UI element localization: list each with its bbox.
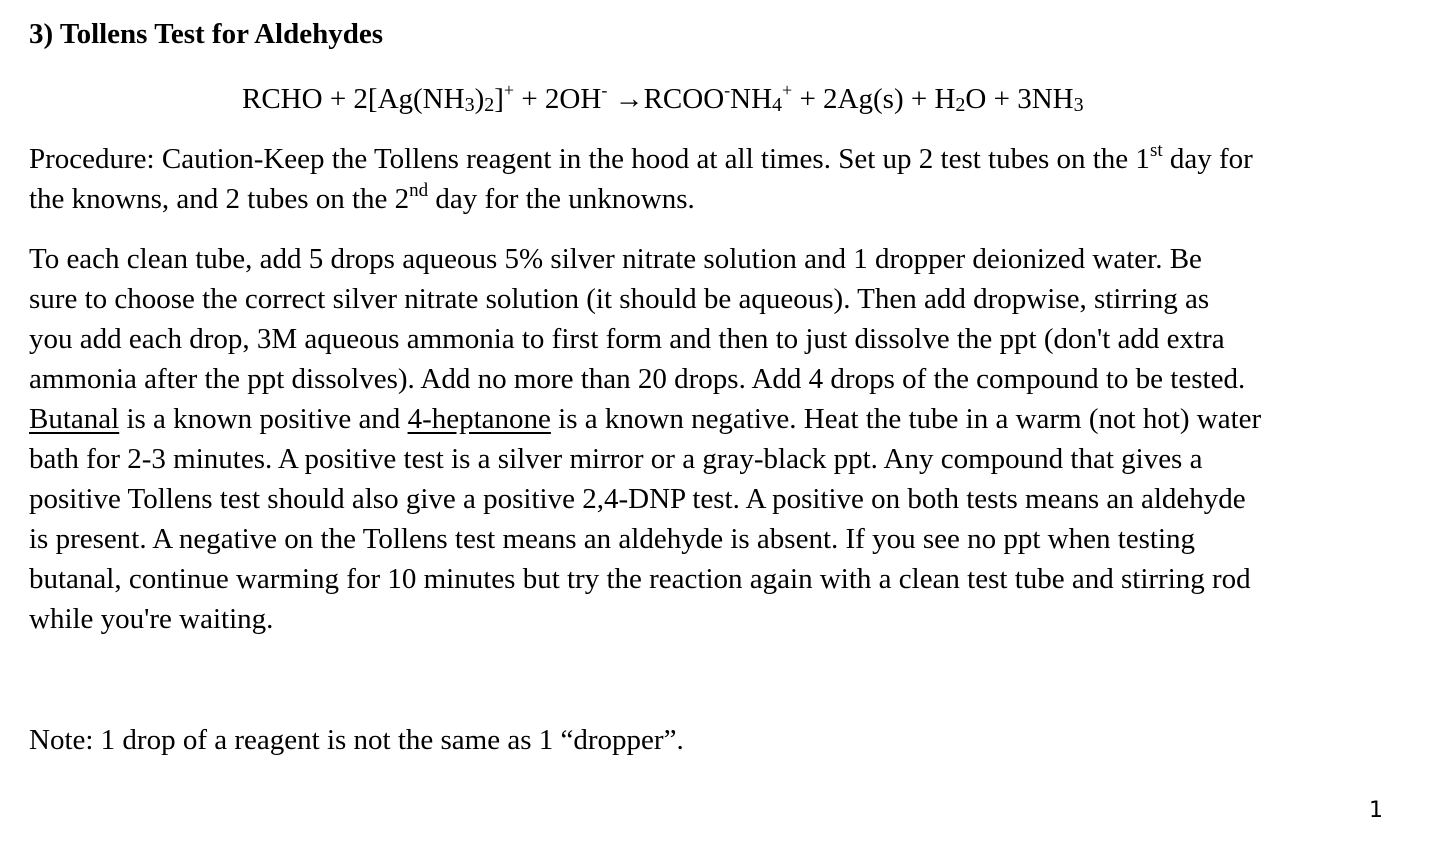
equation-subscript: 3 [1073,94,1084,116]
instructions-text: is a known positive and [119,403,408,435]
instructions-line: butanal, continue warming for 10 minutes but try the reaction again with a clean test tube and stirring rod [29,563,1251,595]
equation-superscript: - [601,80,608,100]
underlined-term-heptanone: 4-heptanone [407,403,551,435]
reaction-equation [242,81,1084,117]
section-heading: 3) Tollens Test for Aldehydes [29,18,384,50]
equation-text: NH [730,83,773,115]
equation-text: →RCOO [607,83,725,115]
equation-text: + 2Ag(s) + H [792,83,956,115]
instructions-paragraph [29,239,1261,639]
equation-text: RCHO + 2[Ag(NH [242,83,465,115]
instructions-line: positive Tollens test should also give a positive 2,4-DNP test. A positive on both tests means an aldehyde [29,483,1246,515]
equation-subscript: 3 [464,94,475,116]
note-text: Note: 1 drop of a reagent is not the same as 1 “dropper”. [29,724,684,756]
equation-superscript: - [724,80,731,100]
equation-subscript: 4 [772,94,783,116]
equation-text: ) [474,83,485,115]
instructions-line: is present. A negative on the Tollens test means an aldehyde is absent. If you see no ppt when testing [29,523,1196,555]
instructions-line: To each clean tube, add 5 drops aqueous 5% silver nitrate solution and 1 dropper deionized water. Be [29,243,1202,275]
instructions-line: bath for 2-3 minutes. A positive test is a silver mirror or a gray-black ppt. Any compound that gives a [29,443,1203,475]
procedure-text: day for [1162,143,1253,175]
procedure-paragraph [29,139,1253,219]
note-paragraph [29,720,684,760]
procedure-text: Procedure: Caution-Keep the Tollens reagent in the hood at all times. Set up 2 test tubes on the 1 [29,143,1150,175]
instructions-line: you add each drop, 3M aqueous ammonia to first form and then to just dissolve the ppt (don't add extra [29,323,1225,355]
page-number: 1 [1369,798,1383,823]
equation-subscript: 2 [955,94,966,116]
procedure-line [29,179,1253,219]
ordinal-superscript: st [1149,140,1163,161]
equation-superscript: + [503,80,515,100]
instructions-line: while you're waiting. [29,603,274,635]
equation-superscript: + [782,80,793,100]
instructions-text: is a known negative. Heat the tube in a warm (not hot) water [550,403,1262,435]
instructions-line: sure to choose the correct silver nitrate solution (it should be aqueous). Then add dropwise, stirring as [29,283,1210,315]
procedure-text: the knowns, and 2 tubes on the 2 [29,183,410,215]
equation-text: ] [494,83,504,115]
procedure-line [29,139,1253,179]
ordinal-superscript: nd [409,180,429,201]
underlined-term-butanal: Butanal [29,403,120,435]
procedure-text: day for the unknowns. [428,183,695,215]
instructions-line [29,399,1261,439]
equation-text: + 2OH [514,83,602,115]
equation-text: O + 3NH [965,83,1074,115]
instructions-line: ammonia after the ppt dissolves). Add no more than 20 drops. Add 4 drops of the compound to be tested. [29,363,1246,395]
equation-subscript: 2 [484,94,495,116]
